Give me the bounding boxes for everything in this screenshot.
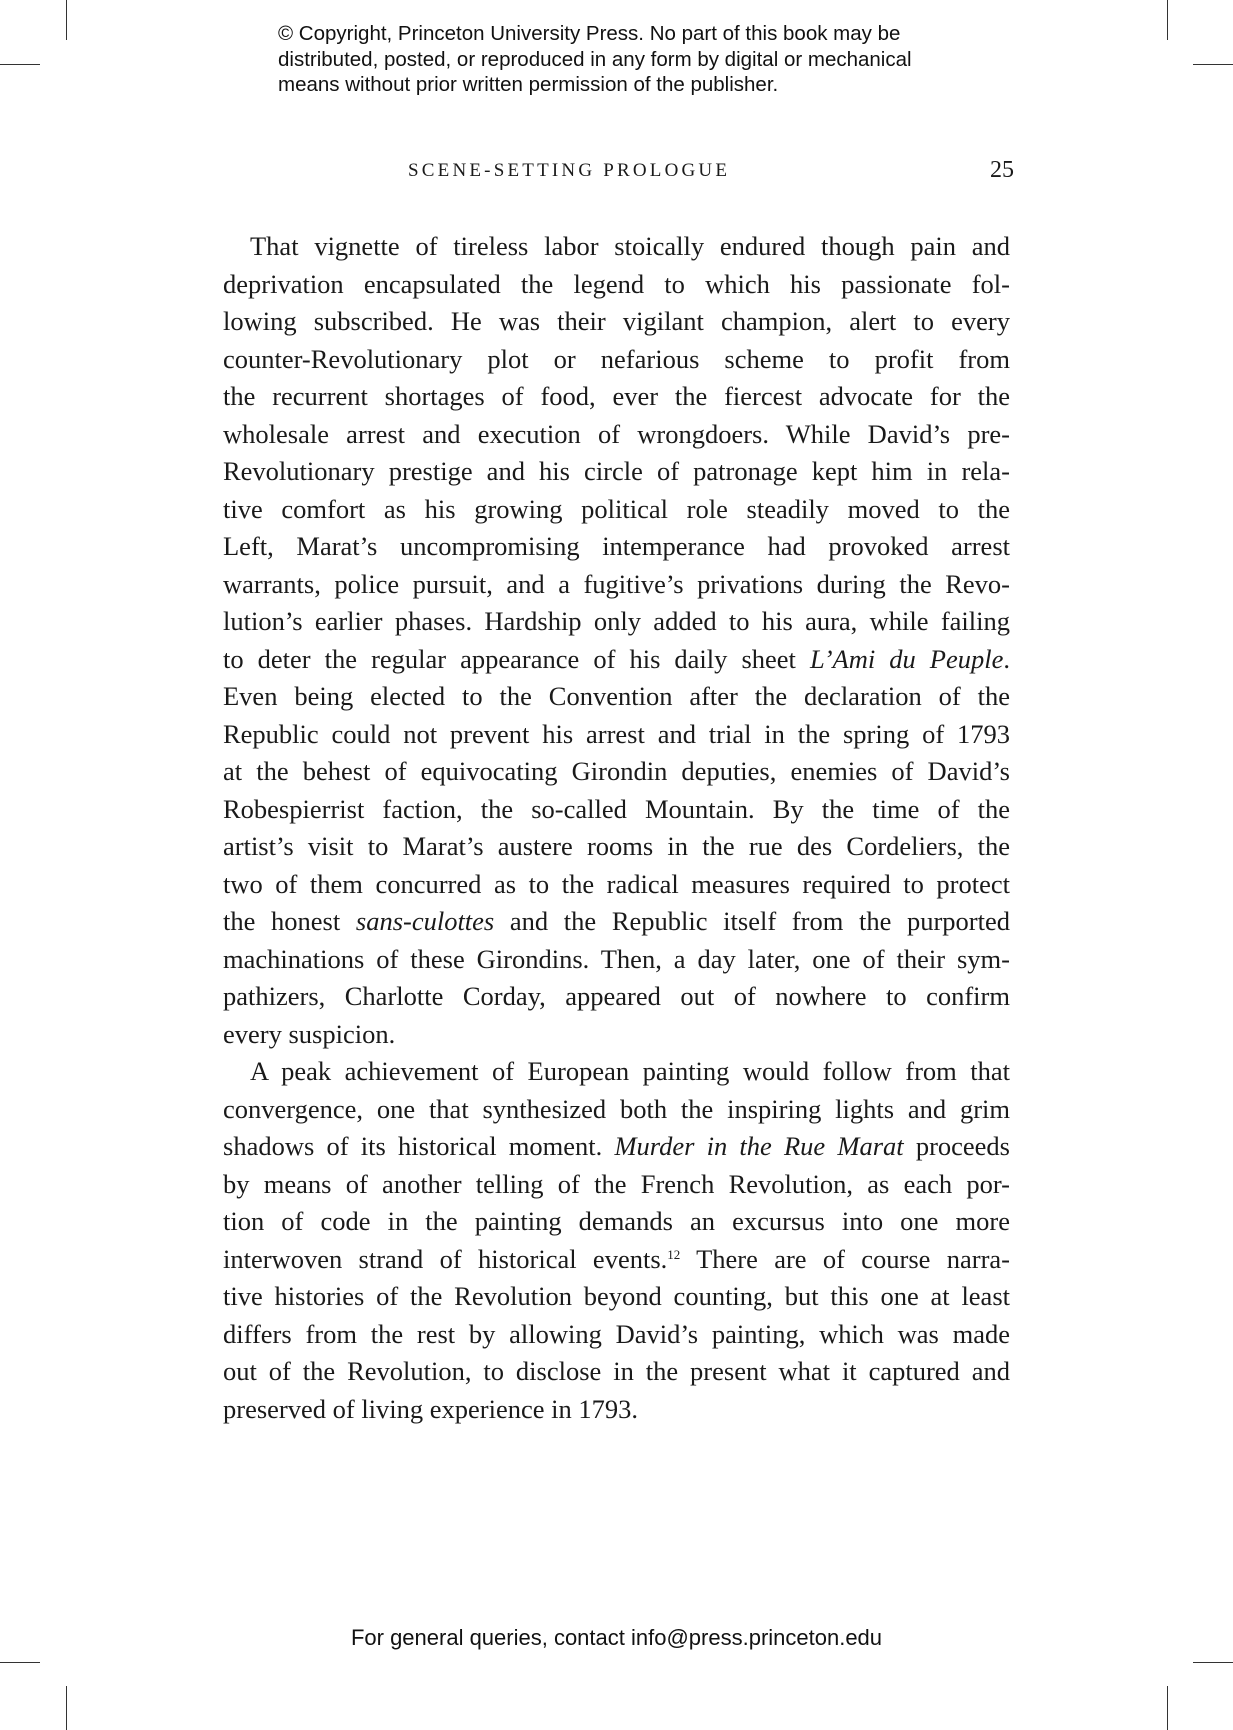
text-line bbox=[223, 716, 1010, 754]
running-head-title: SCENE-SETTING PROLOGUE bbox=[408, 160, 731, 181]
copyright-line: © Copyright, Princeton University Press. No part of this book may be bbox=[278, 22, 901, 45]
text-run: every suspicion. bbox=[223, 1018, 396, 1049]
text-line bbox=[223, 1316, 1010, 1354]
crop-mark bbox=[0, 64, 40, 65]
copyright-line: means without prior written permission of the publisher. bbox=[278, 73, 779, 96]
text-line bbox=[223, 528, 1010, 566]
text-run: lution’s earlier phases. Hardship only added to his aura, while failing bbox=[223, 606, 1010, 636]
text-line bbox=[223, 1128, 1010, 1166]
italic-title: Murder in the Rue Marat bbox=[614, 1131, 904, 1161]
footer-contact: For general queries, contact info@press.princeton.edu bbox=[350, 1625, 883, 1650]
text-run: and the Republic itself from the purported bbox=[494, 906, 1011, 936]
text-line bbox=[223, 303, 1010, 341]
text-run: counter-Revolutionary plot or nefarious scheme to profit from bbox=[223, 343, 1010, 374]
text-run: two of them concurred as to the radical measures required to protect bbox=[223, 868, 1010, 899]
text-line bbox=[223, 266, 1010, 304]
text-run: tive histories of the Revolution beyond counting, but this one at least bbox=[223, 1281, 1010, 1311]
text-line bbox=[223, 641, 1010, 679]
text-run: convergence, one that synthesized both the inspiring lights and grim bbox=[223, 1093, 1010, 1124]
text-run: . bbox=[1003, 643, 1011, 674]
footnote-ref: 12 bbox=[667, 1246, 681, 1262]
text-run: lowing subscribed. He was their vigilant champion, alert to every bbox=[223, 306, 1010, 336]
page-number: 25 bbox=[990, 157, 1014, 183]
text-line bbox=[223, 903, 1010, 941]
text-line bbox=[223, 1278, 1010, 1316]
text-run: to deter the regular appearance of his daily sheet bbox=[223, 643, 810, 674]
italic-title: L’Ami du Peuple bbox=[809, 643, 1004, 674]
text-run: machinations of these Girondins. Then, a day later, one of their sym- bbox=[223, 943, 1010, 974]
text-run: Even being elected to the Convention after the declaration of the bbox=[223, 681, 1010, 711]
body-text bbox=[223, 228, 1010, 1428]
italic-title: sans-culottes bbox=[355, 906, 495, 936]
text-line bbox=[223, 678, 1010, 716]
text-run: preserved of living experience in 1793. bbox=[223, 1393, 639, 1424]
text-run: at the behest of equivocating Girondin deputies, enemies of David’s bbox=[223, 756, 1010, 786]
text-run: out of the Revolution, to disclose in the present what it captured and bbox=[223, 1356, 1010, 1386]
text-line bbox=[223, 228, 1010, 266]
text-line bbox=[223, 753, 1010, 791]
text-run: differs from the rest by allowing David’s painting, which was made bbox=[223, 1318, 1010, 1349]
text-run: tion of code in the painting demands an excursus into one more bbox=[223, 1206, 1010, 1236]
text-line bbox=[223, 1241, 1010, 1279]
text-run: Left, Marat’s uncompromising intemperance had provoked arrest bbox=[223, 531, 1010, 561]
crop-mark bbox=[66, 1686, 67, 1730]
text-line bbox=[223, 1016, 1010, 1054]
text-run: warrants, police pursuit, and a fugitive’s privations during the Revo- bbox=[223, 568, 1010, 599]
text-run: deprivation encapsulated the legend to which his passionate fol- bbox=[223, 268, 1010, 299]
text-line bbox=[223, 791, 1010, 829]
text-line bbox=[223, 1166, 1010, 1204]
text-run: wholesale arrest and execution of wrongdoers. While David’s pre- bbox=[223, 418, 1010, 449]
text-run: pathizers, Charlotte Corday, appeared out of nowhere to confirm bbox=[223, 981, 1010, 1011]
text-run: artist’s visit to Marat’s austere rooms in the rue des Cordeliers, the bbox=[223, 831, 1010, 861]
text-line bbox=[223, 378, 1010, 416]
text-run: There are of course narra- bbox=[680, 1243, 1011, 1274]
text-line bbox=[223, 941, 1010, 979]
text-line bbox=[223, 566, 1010, 604]
text-line bbox=[223, 453, 1010, 491]
text-run: by means of another telling of the French Revolution, as each por- bbox=[223, 1168, 1010, 1199]
text-run: Republic could not prevent his arrest and trial in the spring of 1793 bbox=[223, 718, 1010, 749]
text-line bbox=[223, 1353, 1010, 1391]
copyright-notice bbox=[278, 21, 912, 98]
text-line bbox=[223, 1203, 1010, 1241]
text-run: proceeds bbox=[903, 1131, 1010, 1161]
crop-mark bbox=[1167, 0, 1168, 40]
crop-mark bbox=[1167, 1686, 1168, 1730]
crop-mark bbox=[1193, 1662, 1233, 1663]
text-line bbox=[223, 1053, 1010, 1091]
text-line bbox=[223, 978, 1010, 1016]
text-line bbox=[223, 603, 1010, 641]
text-run: the honest bbox=[223, 906, 356, 936]
text-run: interwoven strand of historical events. bbox=[223, 1243, 668, 1274]
text-line bbox=[223, 341, 1010, 379]
text-run: shadows of its historical moment. bbox=[223, 1131, 615, 1161]
crop-mark bbox=[66, 0, 67, 40]
paragraph bbox=[223, 228, 1010, 1053]
paragraph bbox=[223, 1053, 1010, 1428]
text-line bbox=[223, 828, 1010, 866]
text-run: That vignette of tireless labor stoically endured though pain and bbox=[250, 231, 1010, 261]
text-line bbox=[223, 1391, 1010, 1429]
text-line bbox=[223, 1091, 1010, 1129]
crop-mark bbox=[0, 1662, 40, 1663]
text-run: A peak achievement of European painting would follow from that bbox=[250, 1056, 1010, 1086]
text-run: tive comfort as his growing political role steadily moved to the bbox=[223, 493, 1010, 524]
crop-mark bbox=[1193, 64, 1233, 65]
text-run: Robespierrist faction, the so-called Mountain. By the time of the bbox=[223, 793, 1010, 824]
text-line bbox=[223, 416, 1010, 454]
text-run: the recurrent shortages of food, ever the fiercest advocate for the bbox=[223, 381, 1010, 411]
copyright-line: distributed, posted, or reproduced in any form by digital or mechanical bbox=[278, 47, 912, 71]
text-run: Revolutionary prestige and his circle of patronage kept him in rela- bbox=[223, 456, 1010, 486]
text-line bbox=[223, 491, 1010, 529]
text-line bbox=[223, 866, 1010, 904]
